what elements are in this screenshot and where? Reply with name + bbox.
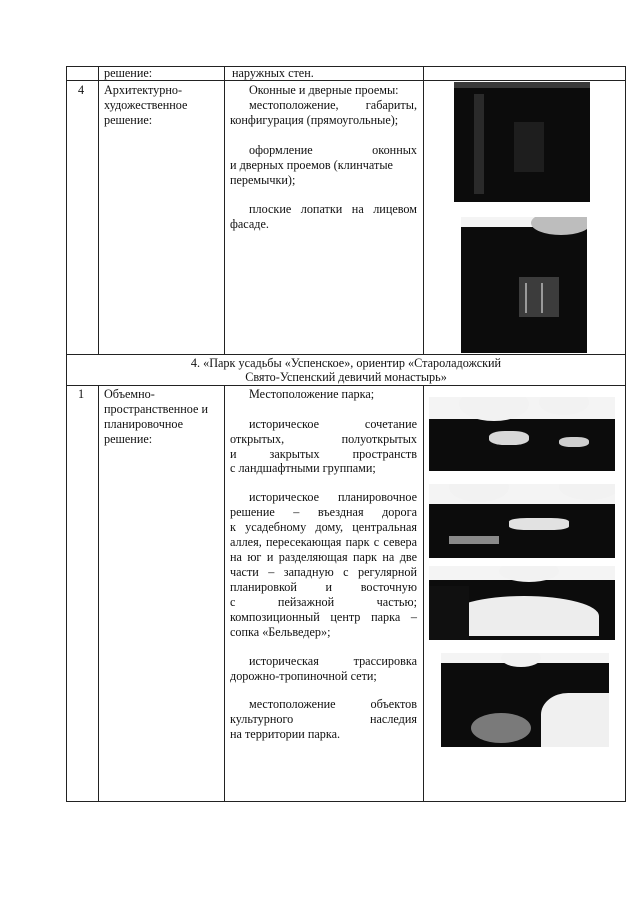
desc-line: культурного наследия [230,712,417,726]
desc-line: оформление оконных [249,143,417,157]
desc-line: историческое планировочное [249,490,417,504]
prev-row-desc-tail: наружных стен. [232,66,314,80]
table-border-right [625,66,626,802]
row-name-line: решение: [104,432,153,446]
window-photo [454,82,590,202]
column-divider [98,385,99,802]
section-heading-line: 4. «Парк усадьбы «Успенское», ориентир «Староладожский [190,356,502,370]
column-divider [224,66,225,355]
row-name-line: Объемно- [104,387,155,401]
desc-line: фасаде. [230,217,269,231]
desc-line: на территории парка. [230,727,341,741]
prev-row-name-tail: решение: [104,66,153,80]
row-number: 4 [78,83,85,97]
desc-line: местоположение, габариты, [249,98,417,112]
desc-line: сопка «Бельведер»; [230,625,331,639]
row-name-line: художественное [104,98,188,112]
column-divider [423,66,424,355]
desc-line: на юг и разделяющая парк на две [230,550,417,564]
desc-line: Местоположение парка; [249,387,375,401]
column-divider [224,385,225,802]
column-divider [98,66,99,355]
desc-line: аллея, пересекающая парк с севера [230,535,417,549]
desc-line: плоские лопатки на лицевом [249,202,417,216]
desc-line: перемычки); [230,173,296,187]
row-number: 1 [78,387,85,401]
park-photo-3 [429,566,615,640]
desc-line: части – западную с регулярной [230,565,417,579]
row-divider [66,354,626,355]
desc-line: открытых, полуоткрытых [230,432,417,446]
park-photo-1 [429,397,615,471]
table-border-bottom [66,801,626,802]
facade-photo [461,217,587,353]
desc-line: и дверных проемов (клинчатые [230,158,393,172]
park-photo-2 [429,484,615,558]
park-photo-4 [441,653,609,747]
desc-line: планировкой и восточную [230,580,417,594]
row-name-line: Архитектурно- [104,83,183,97]
desc-line: дорожно-тропиночной сети; [230,669,377,683]
row-name-line: решение: [104,113,153,127]
desc-line: с пейзажной частью; [230,595,417,609]
section-heading-line: Свято-Успенский девичий монастырь» [245,370,447,384]
desc-line: композиционный центр парка – [230,610,417,624]
table-border-left [66,66,67,802]
desc-line: и закрытых пространств [230,447,417,461]
desc-line: историческое сочетание [249,417,417,431]
desc-line: к усадебному дому, центральная [230,520,417,534]
desc-line: конфигурация (прямоугольные); [230,113,399,127]
desc-line: решение – въездная дорога [230,505,417,519]
desc-line: местоположение объектов [249,697,417,711]
desc-line: Оконные и дверные проемы: [249,83,399,97]
row-name-line: планировочное [104,417,183,431]
desc-line: с ландшафтными группами; [230,461,376,475]
desc-line: историческая трассировка [249,654,417,668]
column-divider [423,385,424,802]
row-name-line: пространственное и [104,402,209,416]
